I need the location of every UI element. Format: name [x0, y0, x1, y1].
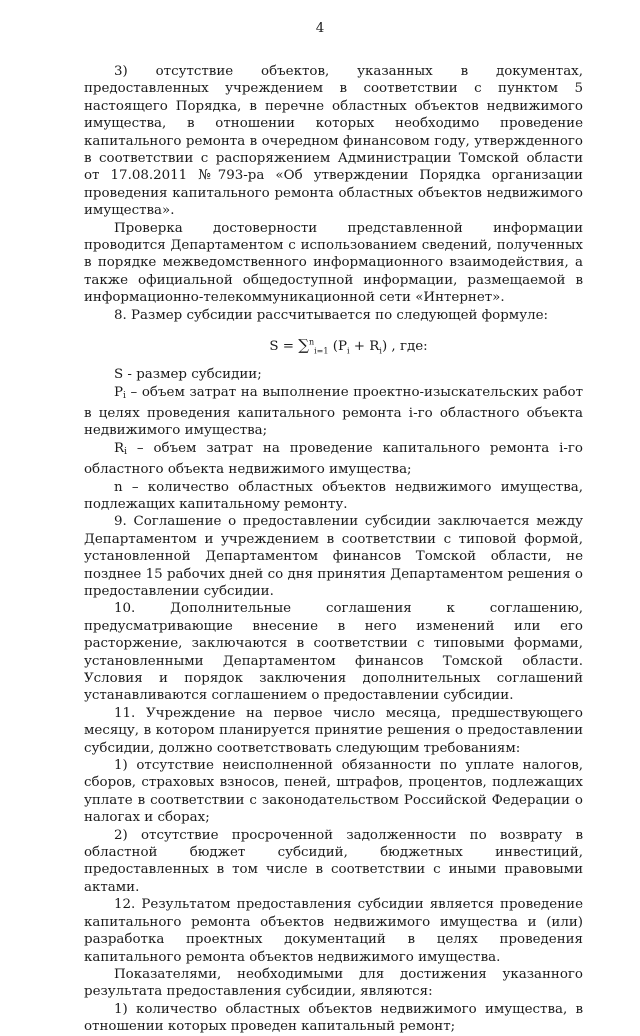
paragraph-indicators-item-1: 1) количество областных объектов недвижимого имущества, в отношении которых проведен капитальный ремонт; [84, 1001, 583, 1035]
formula-lower-limit: i=1 [314, 346, 329, 356]
definition-p-index: i [123, 390, 126, 401]
paragraph-verification: Проверка достоверности представленной информации проводится Департаментом с использованием сведений, полученных в порядке межведомственного информационного взаимодействия, а также официальной общедоступной информации, размещаемой в информационно-телекоммуникационной сети «Интернет». [84, 220, 583, 306]
formula-index-1: i [346, 346, 350, 356]
paragraph-condition-3: 3) отсутствие объектов, указанных в документах, предоставленных учреждением в соответствии с пунктом 5 настоящего Порядка, в перечне областных объектов недвижимого имущества, в отношении которых необходимо проведение капитального ремонта в очередном финансовом году, утвержденного в соответствии с распоряжением Администрации Томской области от 17.08.2011 №793-ра «Об утверждении Порядка организации проведения капитального ремонта областных объектов недвижимого имущества». [84, 64, 583, 219]
definition-p-symbol: P [114, 384, 124, 400]
formula-index-2: i [379, 346, 382, 356]
definition-r [84, 440, 583, 479]
formula-tail: , где: [387, 339, 428, 355]
paragraph-9: 9. Соглашение о предоставлении субсидии заключается между Департаментом и учреждением в соответствии с типовой формой, установленной Департаментом финансов Томской области, не позднее 15 рабочих дней со дня принятия Департаментом решения о предоставлении субсидии. [84, 514, 583, 599]
paragraph-indicators: Показателями, необходимыми для достижения указанного результата предоставления субсидии, являются: [84, 966, 583, 1000]
paragraph-11-item-2: 2) отсутствие просроченной задолженности по возврату в областной бюджет субсидий, бюджетных инвестиций, предоставленных в том числе в соответствии с иными правовыми актами. [84, 827, 583, 895]
formula-lhs: S = [269, 339, 299, 355]
formula-sigma: ∑ [298, 336, 309, 355]
document-body [84, 63, 583, 1036]
formula-plus: + R [349, 339, 380, 355]
definition-s: S - размер субсидии; [114, 367, 262, 383]
definition-p-text: – объем затрат на выполнение проектно-изыскательских работ в целях проведения капитального ремонта i-го областного объекта недвижимого имущества; [84, 384, 583, 439]
paragraph-11: 11. Учреждение на первое число месяца, предшествующего месяцу, в котором планируется принятие решения о предоставлении субсидии, должно соответствовать следующим требованиям: [84, 705, 583, 756]
paragraph-10: 10. Дополнительные соглашения к соглашению, предусматривающие внесение в него изменений или его расторжение, заключаются в соответствии с типовыми формами, установленными Департаментом финансов Томской области. Условия и порядок заключения дополнительных соглашений устанавливаются соглашением о предоставлении субсидии. [84, 601, 583, 704]
page-number: 4 [315, 21, 325, 36]
definition-r-text: – объем затрат на проведение капитального ремонта i-го областного объекта недвижимого имущества; [84, 440, 583, 478]
paragraph-8: 8. Размер субсидии рассчитывается по следующей формуле: [114, 307, 549, 323]
definition-p [84, 384, 583, 440]
definition-r-index: i [124, 446, 127, 457]
definition-n: n – количество областных объектов недвижимого имущества, подлежащих капитальному ремонту. [84, 479, 583, 512]
subsidy-formula [84, 333, 583, 357]
paragraph-12: 12. Результатом предоставления субсидии является проведение капитального ремонта объектов недвижимого имущества и (или) разработка проектных документаций в целях проведения капитального ремонта объектов недвижимого имущества. [84, 897, 583, 965]
definition-r-symbol: R [114, 440, 125, 456]
paragraph-11-item-1: 1) отсутствие неисполненной обязанности по уплате налогов, сборов, страховых взносов, пеней, штрафов, процентов, подлежащих уплате в соответствии с законодательством Российской Федерации о налогах и сборах; [84, 758, 583, 826]
formula-upper-limit: n [308, 337, 315, 347]
formula-body-close: ) [381, 339, 388, 355]
formula-body-open: (P [328, 339, 347, 355]
